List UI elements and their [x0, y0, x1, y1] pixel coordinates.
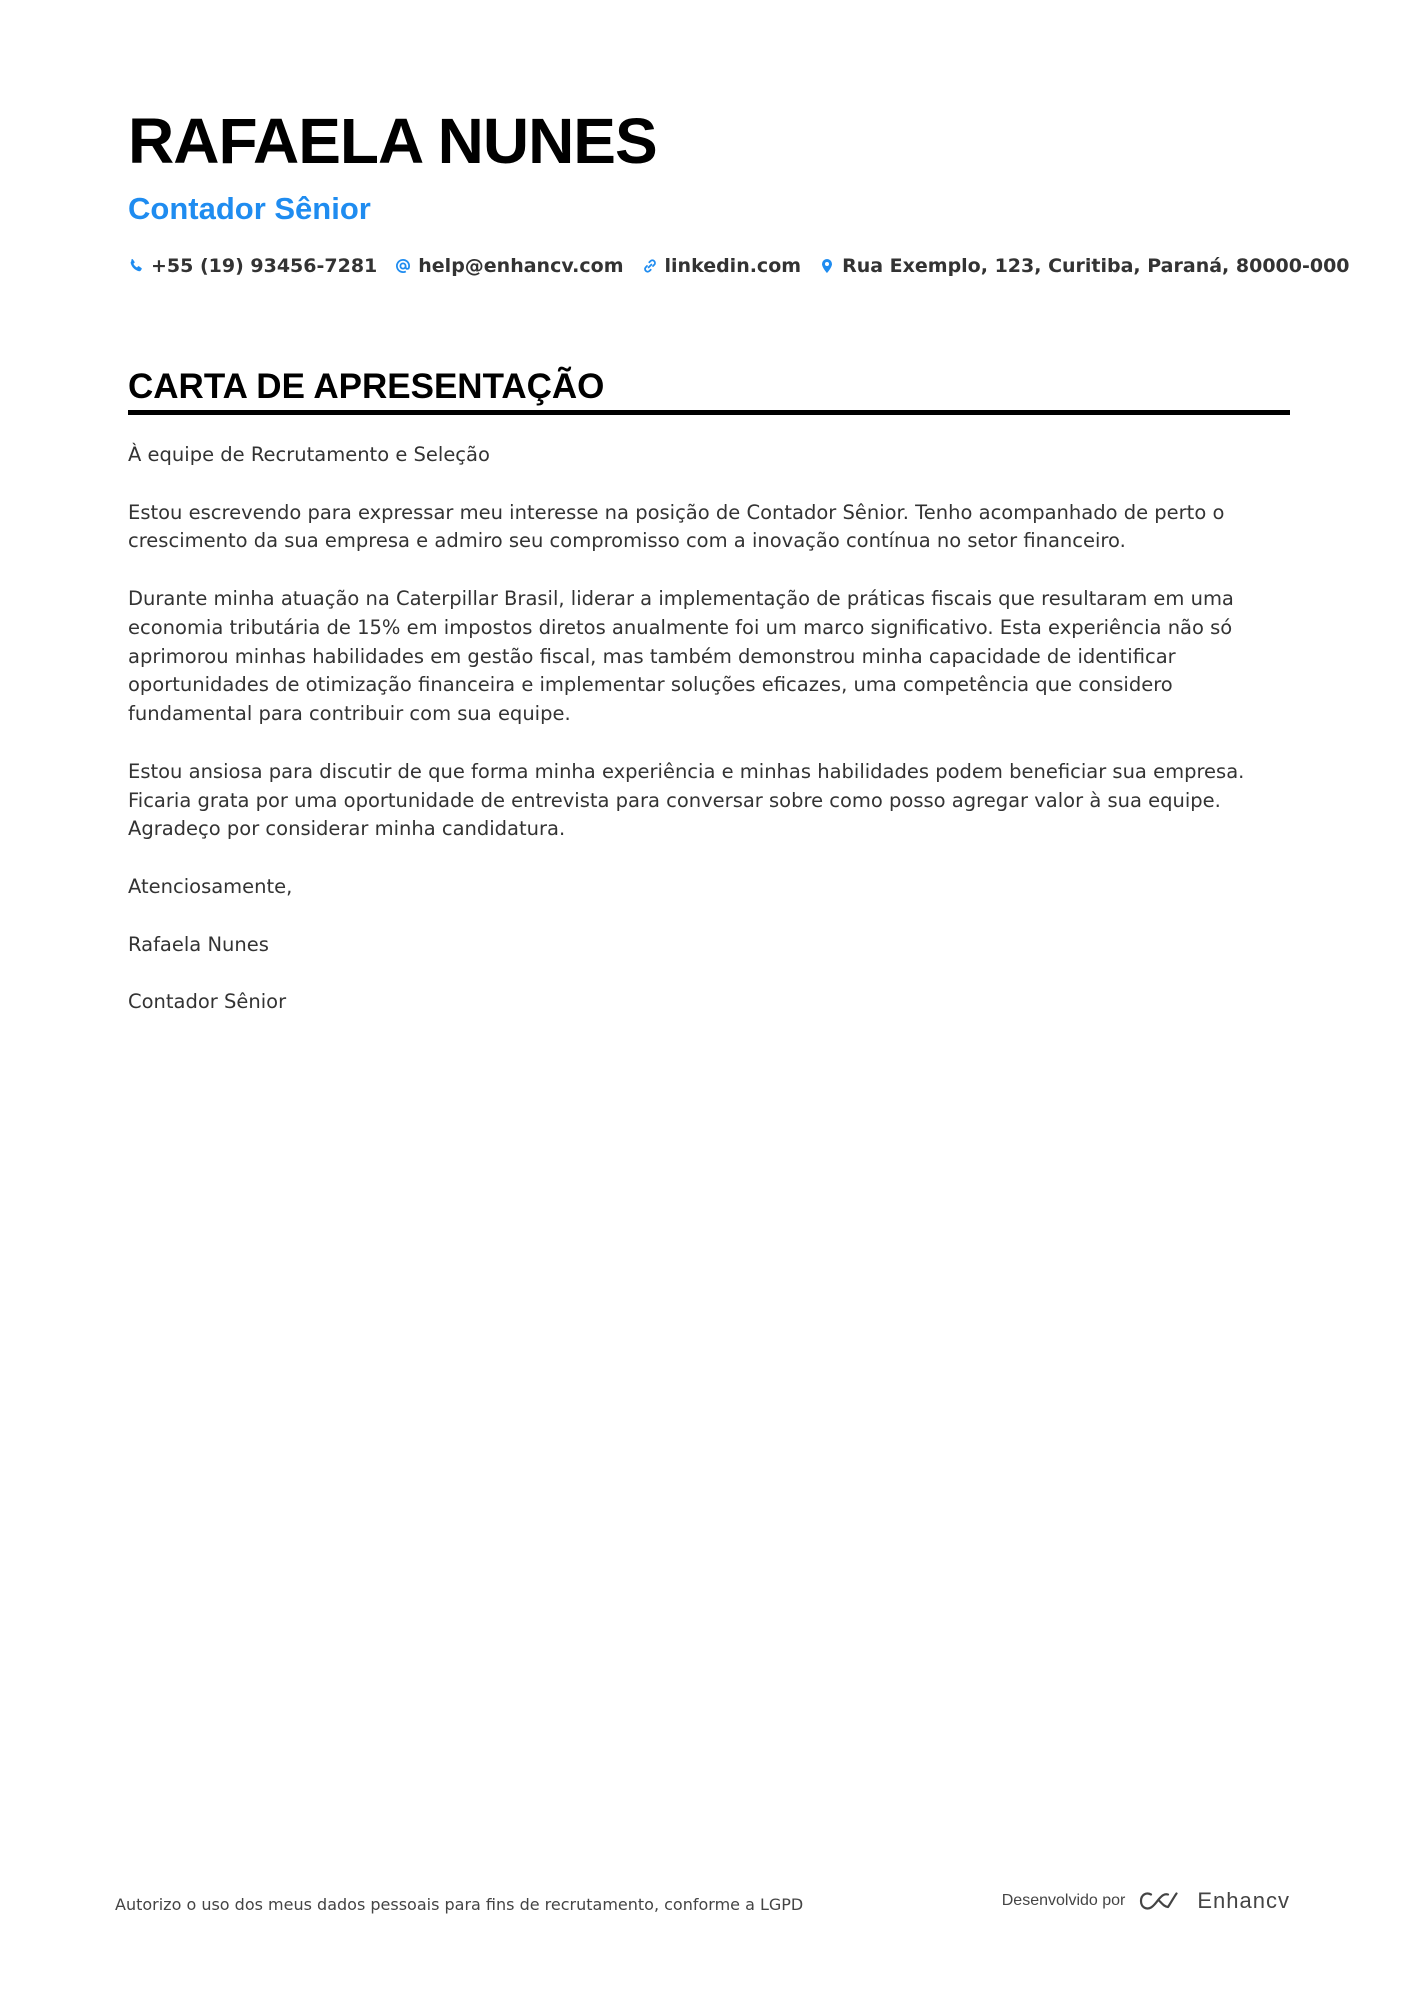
linkedin-text[interactable]: linkedin.com	[664, 255, 802, 277]
address-text: Rua Exemplo, 123, Curitiba, Paraná, 80000-000	[842, 255, 1350, 277]
letter-paragraph: Durante minha atuação na Caterpillar Brasil, liderar a implementação de práticas fiscais que resultaram em uma economia tributária de 15% em impostos diretos anualmente foi um marco significativo. Esta experiência não só aprimorou minhas habilidades em gestão fiscal, mas também demonstrou minha capacidade de identificar oportunidades de otimização financeira e implementar soluções eficazes, uma competência que considero fundamental para contribuir com sua equipe.	[128, 586, 1234, 726]
letter-closing: Atenciosamente,	[128, 874, 293, 898]
letter-body	[128, 441, 1288, 1046]
section-title: CARTA DE APRESENTAÇÃO	[128, 367, 605, 406]
at-icon	[395, 258, 411, 274]
section-divider	[128, 410, 1290, 415]
candidate-role: Contador Sênior	[128, 191, 371, 226]
powered-by-label: Desenvolvido por	[1001, 1892, 1126, 1909]
contact-linkedin	[642, 255, 802, 277]
candidate-name: RAFAELA NUNES	[128, 105, 657, 177]
consent-note: Autorizo o uso dos meus dados pessoais para fins de recrutamento, conforme a LGPD	[115, 1895, 804, 1914]
letter-paragraph: Estou ansiosa para discutir de que forma minha experiência e minhas habilidades podem beneficiar sua empresa. Ficaria grata por uma oportunidade de entrevista para conversar sobre como posso agregar valor à sua equipe. Agradeço por considerar minha candidatura.	[128, 759, 1245, 841]
powered-by[interactable]	[1002, 1888, 1290, 1914]
signature-role: Contador Sênior	[128, 990, 287, 1014]
email-text[interactable]: help@enhancv.com	[418, 255, 624, 277]
link-icon	[642, 258, 658, 274]
phone-icon	[128, 258, 144, 274]
enhancv-logo-icon	[1137, 1888, 1183, 1914]
contact-address	[819, 255, 1349, 277]
phone-text[interactable]: +55 (19) 93456-7281	[151, 255, 378, 277]
brand-name: Enhancv	[1197, 1888, 1290, 1913]
contact-bar	[128, 255, 1368, 277]
letter-salutation: À equipe de Recrutamento e Seleção	[128, 443, 490, 466]
letter-paragraph: Estou escrevendo para expressar meu interesse na posição de Contador Sênior. Tenho acompanhado de perto o crescimento da sua empresa e admiro seu compromisso com a inovação contínua no setor financeiro.	[128, 500, 1225, 553]
contact-phone	[128, 255, 377, 277]
contact-email	[395, 255, 623, 277]
location-pin-icon	[819, 258, 835, 274]
signature-name: Rafaela Nunes	[128, 932, 269, 956]
